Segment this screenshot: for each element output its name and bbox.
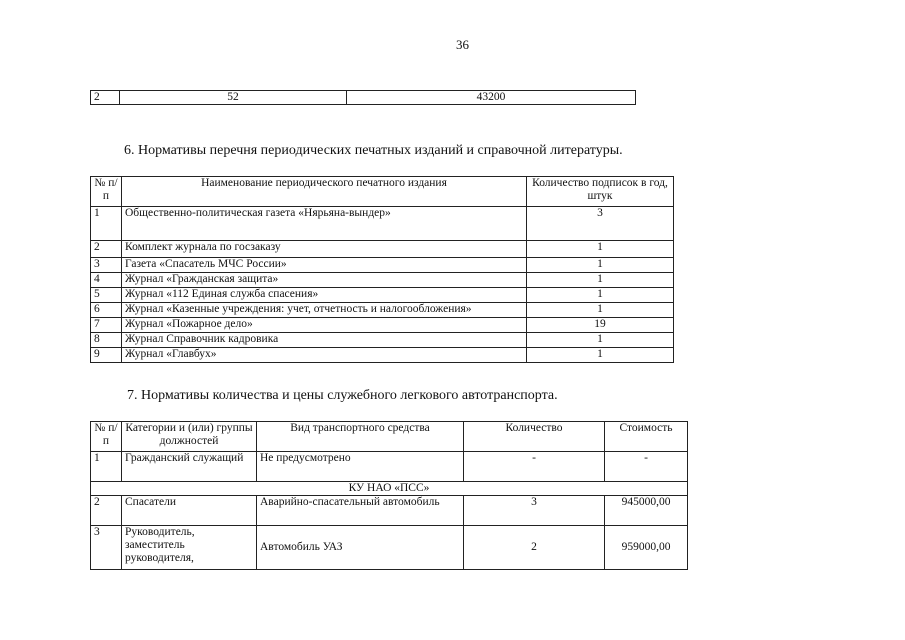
table-cell: Журнал «Гражданская защита»: [122, 273, 527, 288]
table-cell: Спасатели: [122, 496, 257, 526]
table-cell: 1: [527, 241, 674, 258]
table-cell: 945000,00: [605, 496, 688, 526]
table-cell: 2: [91, 496, 122, 526]
table-cell: -: [605, 452, 688, 482]
section-7-heading: 7. Нормативы количества и цены служебного легкового автотранспорта.: [127, 388, 558, 403]
table-cell: Руководитель, заместитель руководителя,: [122, 526, 257, 570]
table-row: [91, 526, 688, 570]
table-cell: 1: [91, 207, 122, 241]
table-cell: 959000,00: [605, 526, 688, 570]
table-cell: 19: [527, 318, 674, 333]
table-cell: 3: [91, 258, 122, 273]
table-cell: 6: [91, 303, 122, 318]
table-header-row: [91, 422, 688, 452]
column-header: № п/п: [91, 177, 122, 207]
table-cell: 3: [464, 496, 605, 526]
table-row: [91, 318, 674, 333]
table-cell: 2: [91, 241, 122, 258]
table-cell: Журнал «Пожарное дело»: [122, 318, 527, 333]
table-row: [91, 303, 674, 318]
table-header-row: [91, 177, 674, 207]
table-row: [91, 288, 674, 303]
table-cell: 1: [91, 452, 122, 482]
column-header: Количество подписок в год, штук: [527, 177, 674, 207]
table-row: [91, 207, 674, 241]
table-row: [91, 348, 674, 363]
column-header: Наименование периодического печатного издания: [122, 177, 527, 207]
table-row: [91, 496, 688, 526]
table-row: [91, 91, 636, 105]
table-cell: 1: [527, 258, 674, 273]
table-cell: Автомобиль УАЗ: [257, 526, 464, 570]
vehicles-table: [90, 421, 688, 570]
table-cell: 3: [91, 526, 122, 570]
table-cell: Журнал «112 Единая служба спасения»: [122, 288, 527, 303]
table-row: [91, 452, 688, 482]
table-row: [91, 333, 674, 348]
table-cell: 5: [91, 288, 122, 303]
column-header: Количество: [464, 422, 605, 452]
table-cell: Журнал Справочник кадровика: [122, 333, 527, 348]
continued-table: [90, 90, 636, 105]
table-cell: 1: [527, 348, 674, 363]
table-cell: 3: [527, 207, 674, 241]
table-cell: 7: [91, 318, 122, 333]
table-cell: Журнал «Главбух»: [122, 348, 527, 363]
table-cell: Аварийно-спасательный автомобиль: [257, 496, 464, 526]
table-cell: 1: [527, 333, 674, 348]
table-row: [91, 273, 674, 288]
table-cell: 1: [527, 303, 674, 318]
table-cell: 8: [91, 333, 122, 348]
column-header: № п/п: [91, 422, 122, 452]
table-cell: Журнал «Казенные учреждения: учет, отчетность и налогообложения»: [122, 303, 527, 318]
table-cell: 2: [91, 91, 120, 105]
table-cell: 43200: [347, 91, 636, 105]
column-header: Стоимость: [605, 422, 688, 452]
page-number: 36: [456, 37, 469, 52]
table-cell: Не предусмотрено: [257, 452, 464, 482]
table-cell: Комплект журнала по госзаказу: [122, 241, 527, 258]
table-row: [91, 258, 674, 273]
table-cell: -: [464, 452, 605, 482]
table-cell: 1: [527, 288, 674, 303]
table-group-row: [91, 482, 688, 496]
section-6-heading: 6. Нормативы перечня периодических печатных изданий и справочной литературы.: [124, 143, 623, 158]
table-cell: 1: [527, 273, 674, 288]
group-label: КУ НАО «ПСС»: [91, 482, 688, 496]
table-cell: Общественно-политическая газета «Нярьяна-вындер»: [122, 207, 527, 241]
column-header: Категории и (или) группы должностей: [122, 422, 257, 452]
table-cell: 2: [464, 526, 605, 570]
table-cell: Гражданский служащий: [122, 452, 257, 482]
column-header: Вид транспортного средства: [257, 422, 464, 452]
table-cell: 4: [91, 273, 122, 288]
table-cell: Газета «Спасатель МЧС России»: [122, 258, 527, 273]
periodicals-table: [90, 176, 674, 363]
table-cell: 52: [120, 91, 347, 105]
table-row: [91, 241, 674, 258]
table-cell: 9: [91, 348, 122, 363]
